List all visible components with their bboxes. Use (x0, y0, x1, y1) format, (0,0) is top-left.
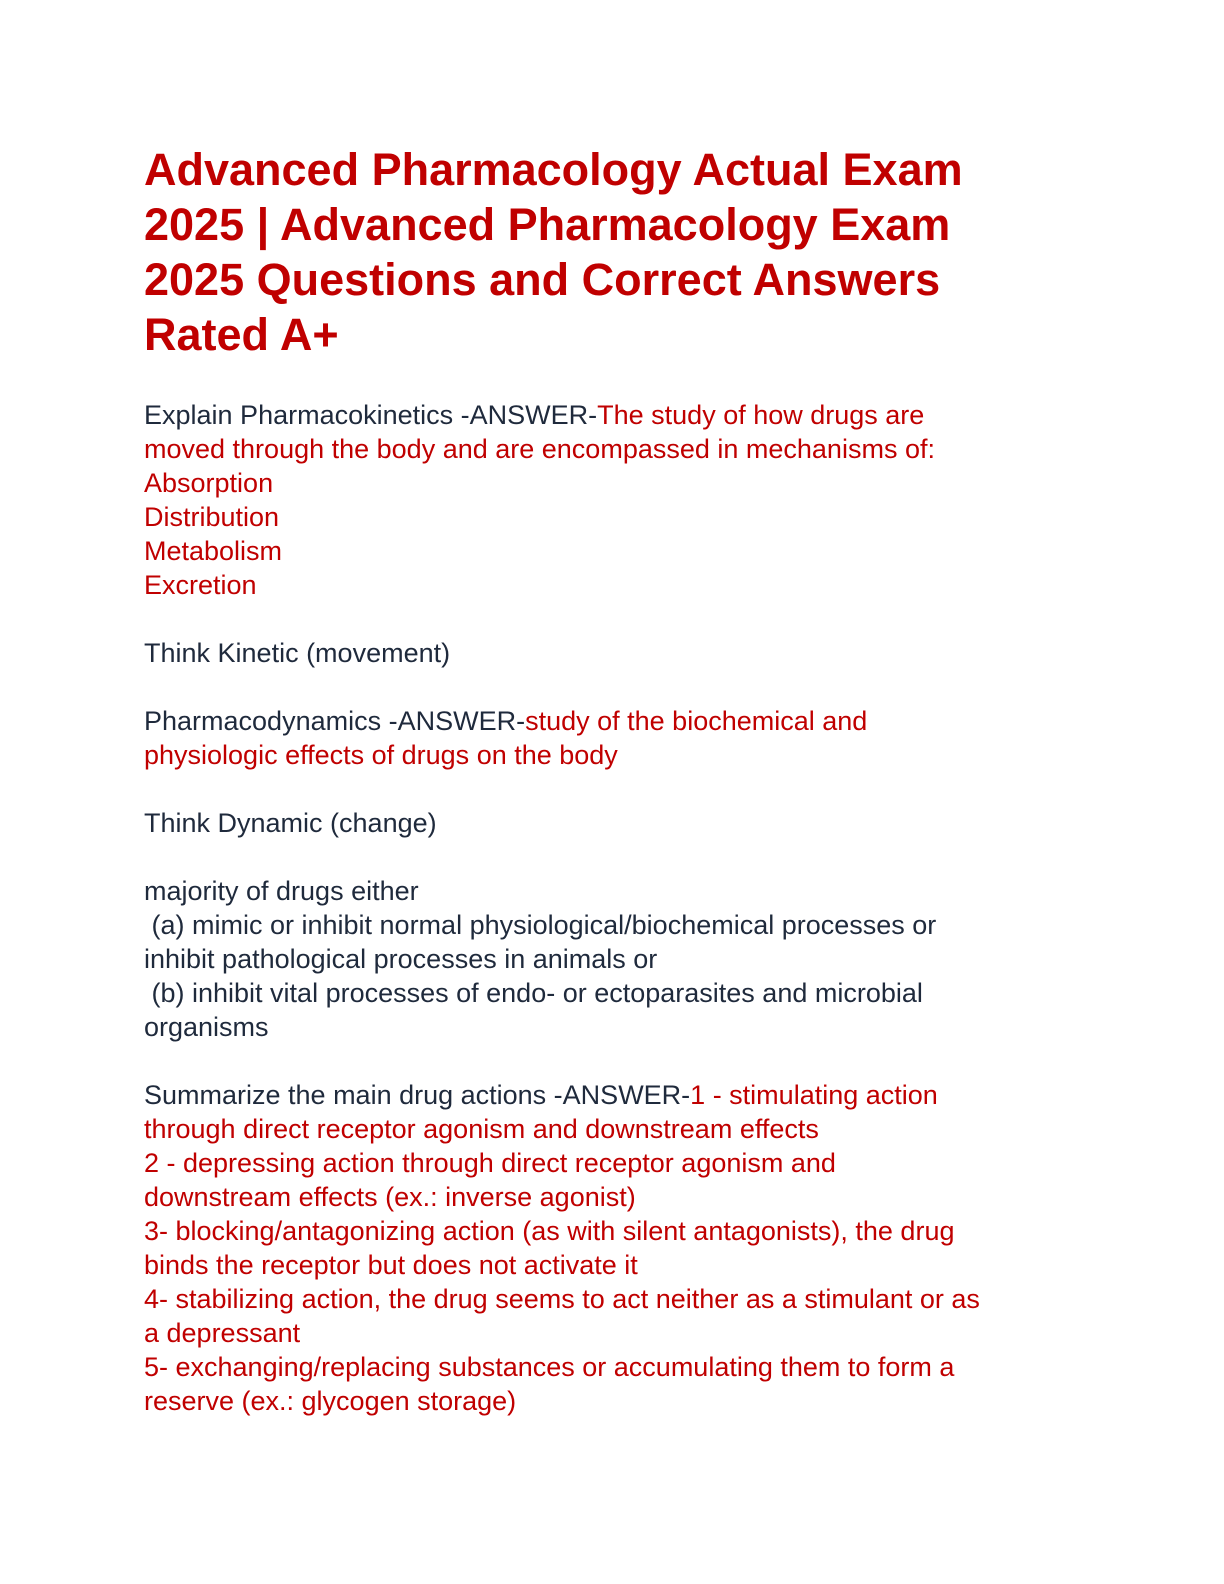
question-text: Pharmacodynamics -ANSWER- (144, 706, 526, 736)
answer-line: Excretion (144, 570, 257, 600)
qa-item-drug-actions (144, 1078, 1084, 1112)
answer-line: Absorption (144, 468, 274, 498)
answer-line: a depressant (144, 1318, 301, 1348)
document-page (144, 142, 1084, 1418)
answer-line: downstream effects (ex.: inverse agonist) (144, 1182, 636, 1212)
qa-item-pharmacodynamics (144, 704, 1084, 738)
answer-line: 2 - depressing action through direct receptor agonism and (144, 1148, 836, 1178)
spacer (144, 1044, 1084, 1078)
title-line: 2025 Questions and Correct Answers (144, 254, 941, 305)
answer-line: 3- blocking/antagonizing action (as with silent antagonists), the drug (144, 1216, 955, 1246)
answer-line: 4- stabilizing action, the drug seems to act neither as a stimulant or as (144, 1284, 980, 1314)
spacer (144, 840, 1084, 874)
answer-line: moved through the body and are encompassed in mechanisms of: (144, 434, 935, 464)
body-line: majority of drugs either (144, 876, 419, 906)
answer-line: physiologic effects of drugs on the body (144, 740, 618, 770)
answer-line: Distribution (144, 502, 280, 532)
note-line: Think Dynamic (change) (144, 808, 437, 838)
title-line: Advanced Pharmacology Actual Exam (144, 144, 963, 195)
answer-line: through direct receptor agonism and downstream effects (144, 1114, 819, 1144)
body-line: (b) inhibit vital processes of endo- or ectoparasites and microbial (144, 978, 923, 1008)
body-line: inhibit pathological processes in animals or (144, 944, 658, 974)
answer-line: reserve (ex.: glycogen storage) (144, 1386, 517, 1416)
qa-content (144, 398, 1084, 1418)
question-text: Summarize the main drug actions -ANSWER- (144, 1080, 691, 1110)
note-line: Think Kinetic (movement) (144, 638, 451, 668)
title-line: 2025 | Advanced Pharmacology Exam (144, 199, 951, 250)
body-line: (a) mimic or inhibit normal physiological/biochemical processes or (144, 910, 937, 940)
answer-line: binds the receptor but does not activate it (144, 1250, 638, 1280)
qa-item-pharmacokinetics (144, 398, 1084, 432)
answer-line: 5- exchanging/replacing substances or accumulating them to form a (144, 1352, 955, 1382)
question-text: Explain Pharmacokinetics -ANSWER- (144, 400, 598, 430)
answer-text: The study of how drugs are (597, 400, 925, 430)
answer-line: Metabolism (144, 536, 283, 566)
answer-text: study of the biochemical and (525, 706, 868, 736)
spacer (144, 772, 1084, 806)
spacer (144, 602, 1084, 636)
document-title (144, 142, 1084, 362)
answer-text: 1 - stimulating action (690, 1080, 938, 1110)
title-line: Rated A+ (144, 309, 339, 360)
spacer (144, 670, 1084, 704)
body-line: organisms (144, 1012, 269, 1042)
